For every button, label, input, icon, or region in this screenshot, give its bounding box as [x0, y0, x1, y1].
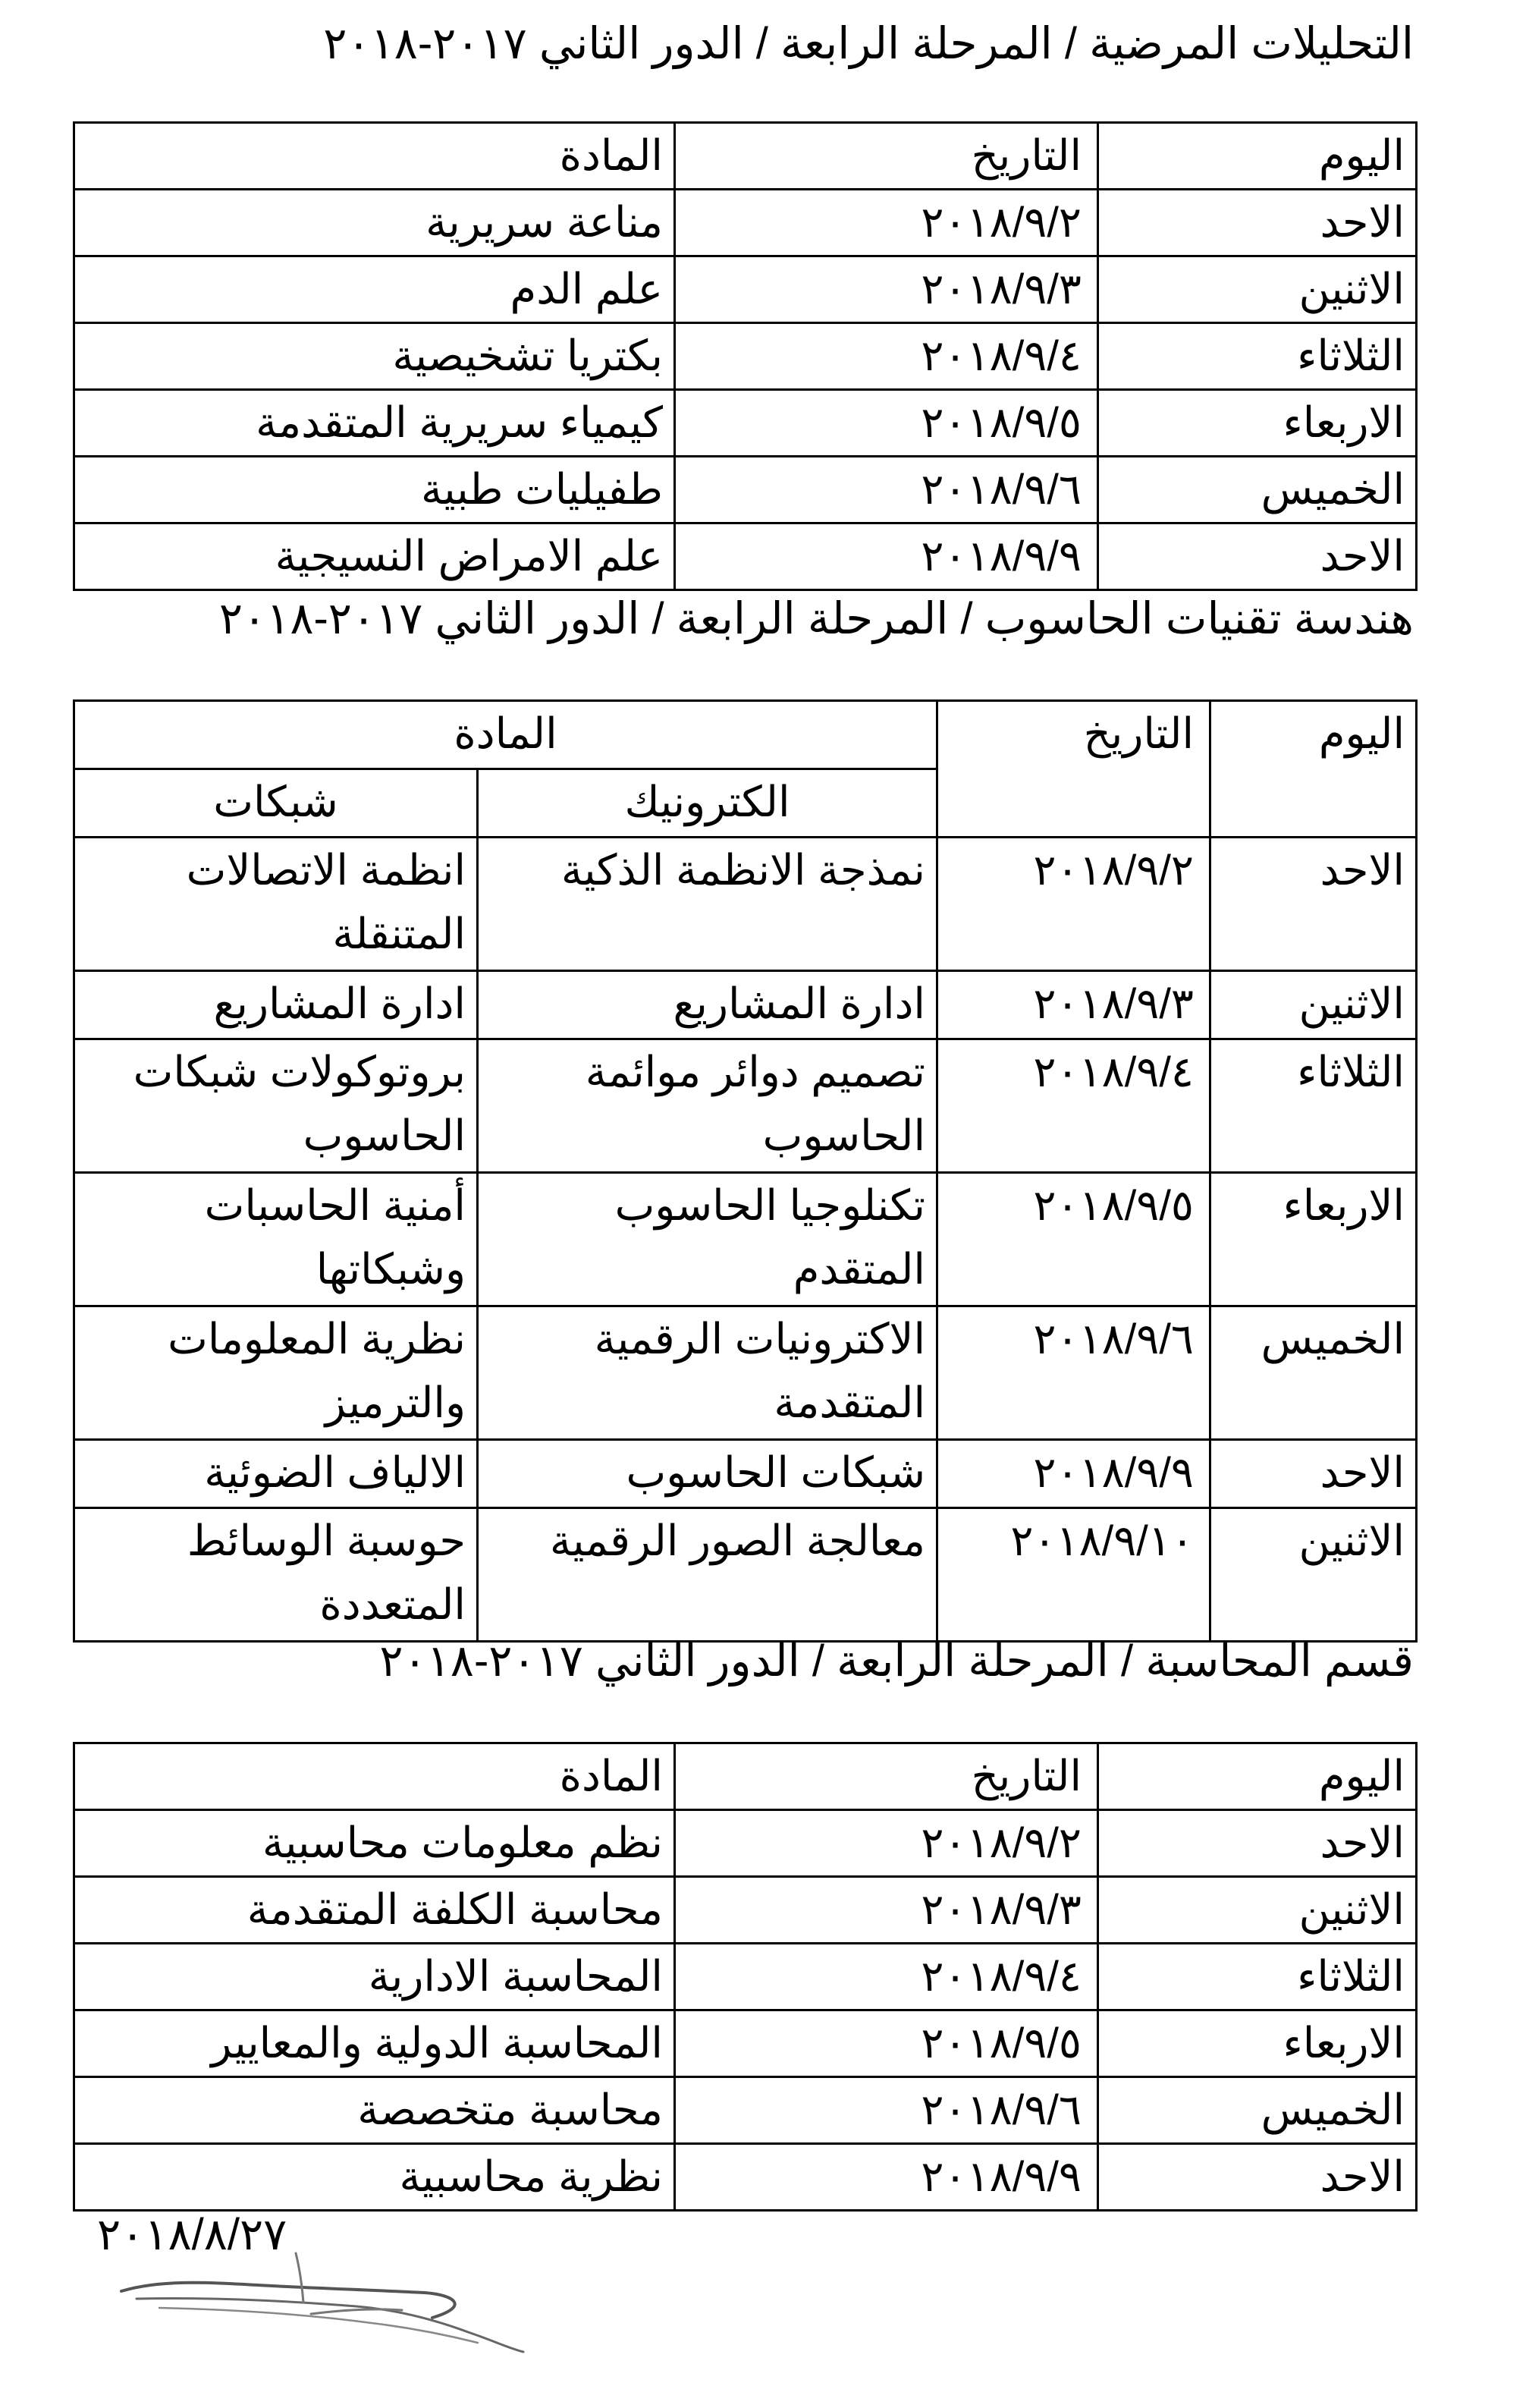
cell-subject: نظم معلومات محاسبية — [74, 1810, 675, 1877]
table-row — [74, 457, 1417, 523]
section-title-pathological-analysis: التحليلات المرضية / المرحلة الرابعة / الدور الثاني ٢٠١٧-٢٠١٨ — [323, 19, 1414, 68]
cell-subject: كيمياء سريرية المتقدمة — [74, 390, 675, 457]
cell-day: الاحد — [1210, 838, 1417, 971]
table-row — [74, 1440, 1417, 1508]
cell-date: ٢٠١٨/٩/٦ — [675, 457, 1098, 523]
header-date: التاريخ — [675, 123, 1098, 190]
cell-day: الثلاثاء — [1098, 323, 1417, 390]
cell-day: الاحد — [1098, 2144, 1417, 2211]
cell-date: ٢٠١٨/٩/٤ — [675, 323, 1098, 390]
cell-day: الاحد — [1210, 1440, 1417, 1508]
table-row — [74, 2144, 1417, 2211]
table-row — [74, 523, 1417, 590]
table-header-row — [74, 1743, 1417, 1810]
cell-date: ٢٠١٨/٩/٩ — [675, 2144, 1098, 2211]
cell-electronics: الاكترونيات الرقمية المتقدمة — [478, 1306, 937, 1440]
cell-subject: نظرية محاسبية — [74, 2144, 675, 2211]
table-row — [74, 1173, 1417, 1306]
cell-day: الثلاثاء — [1210, 1039, 1417, 1173]
cell-day: الثلاثاء — [1098, 1944, 1417, 2010]
table-row — [74, 2010, 1417, 2077]
header-subject: المادة — [74, 123, 675, 190]
signature-scribble — [114, 2238, 538, 2359]
schedule-table-accounting — [73, 1742, 1418, 2212]
cell-day: الاثنين — [1210, 971, 1417, 1039]
table-row — [74, 1508, 1417, 1642]
header-day: اليوم — [1098, 123, 1417, 190]
cell-networks: نظرية المعلومات والترميز — [74, 1306, 478, 1440]
cell-electronics: نمذجة الانظمة الذكية — [478, 838, 937, 971]
cell-date: ٢٠١٨/٩/٦ — [937, 1306, 1210, 1440]
cell-electronics: ادارة المشاريع — [478, 971, 937, 1039]
cell-day: الاحد — [1098, 1810, 1417, 1877]
cell-day: الاربعاء — [1098, 2010, 1417, 2077]
cell-day: الخميس — [1098, 2077, 1417, 2144]
cell-networks: انظمة الاتصالات المتنقلة — [74, 838, 478, 971]
schedule-table-computer-engineering — [73, 699, 1418, 1643]
cell-subject: بكتريا تشخيصية — [74, 323, 675, 390]
cell-subject: المحاسبة الدولية والمعايير — [74, 2010, 675, 2077]
cell-date: ٢٠١٨/٩/٢ — [675, 190, 1098, 256]
cell-date: ٢٠١٨/٩/٥ — [675, 390, 1098, 457]
table-row — [74, 1944, 1417, 2010]
cell-subject: المحاسبة الادارية — [74, 1944, 675, 2010]
header-day: اليوم — [1098, 1743, 1417, 1810]
section-title-computer-engineering: هندسة تقنيات الحاسوب / المرحلة الرابعة / الدور الثاني ٢٠١٧-٢٠١٨ — [218, 594, 1414, 643]
cell-date: ٢٠١٨/٩/٤ — [675, 1944, 1098, 2010]
cell-day: الاحد — [1098, 190, 1417, 256]
cell-date: ٢٠١٨/٩/٦ — [675, 2077, 1098, 2144]
cell-subject: علم الامراض النسيجية — [74, 523, 675, 590]
cell-subject: محاسبة متخصصة — [74, 2077, 675, 2144]
cell-day: الاثنين — [1098, 256, 1417, 323]
cell-date: ٢٠١٨/٩/٤ — [937, 1039, 1210, 1173]
cell-electronics: شبكات الحاسوب — [478, 1440, 937, 1508]
cell-day: الخميس — [1210, 1306, 1417, 1440]
cell-subject: طفيليات طبية — [74, 457, 675, 523]
header-networks: شبكات — [74, 769, 478, 838]
table-header-row — [74, 123, 1417, 190]
cell-subject: محاسبة الكلفة المتقدمة — [74, 1877, 675, 1944]
footer-date: ٢٠١٨/٨/٢٧ — [97, 2210, 287, 2259]
table-row — [74, 256, 1417, 323]
header-date: التاريخ — [675, 1743, 1098, 1810]
cell-day: الاثنين — [1210, 1508, 1417, 1642]
cell-date: ٢٠١٨/٩/٩ — [937, 1440, 1210, 1508]
cell-date: ٢٠١٨/٩/٢ — [675, 1810, 1098, 1877]
header-subject: المادة — [74, 1743, 675, 1810]
table-row — [74, 190, 1417, 256]
table-row — [74, 1039, 1417, 1173]
cell-electronics: تكنلوجيا الحاسوب المتقدم — [478, 1173, 937, 1306]
table-row — [74, 323, 1417, 390]
header-electronics: الكترونيك — [478, 769, 937, 838]
cell-networks: ادارة المشاريع — [74, 971, 478, 1039]
cell-electronics: تصميم دوائر موائمة الحاسوب — [478, 1039, 937, 1173]
cell-networks: الالياف الضوئية — [74, 1440, 478, 1508]
header-day: اليوم — [1210, 701, 1417, 838]
table-row — [74, 390, 1417, 457]
cell-day: الاربعاء — [1098, 390, 1417, 457]
table-row — [74, 1877, 1417, 1944]
cell-date: ٢٠١٨/٩/٥ — [937, 1173, 1210, 1306]
table-row — [74, 2077, 1417, 2144]
cell-date: ٢٠١٨/٩/١٠ — [937, 1508, 1210, 1642]
cell-date: ٢٠١٨/٩/٥ — [675, 2010, 1098, 2077]
cell-day: الخميس — [1098, 457, 1417, 523]
cell-networks: حوسبة الوسائط المتعددة — [74, 1508, 478, 1642]
cell-date: ٢٠١٨/٩/٣ — [675, 1877, 1098, 1944]
cell-networks: بروتوكولات شبكات الحاسوب — [74, 1039, 478, 1173]
cell-date: ٢٠١٨/٩/٩ — [675, 523, 1098, 590]
table-row — [74, 1306, 1417, 1440]
cell-day: الاربعاء — [1210, 1173, 1417, 1306]
cell-day: الاحد — [1098, 523, 1417, 590]
table-row — [74, 1810, 1417, 1877]
header-date: التاريخ — [937, 701, 1210, 838]
cell-subject: مناعة سريرية — [74, 190, 675, 256]
table-row — [74, 971, 1417, 1039]
cell-subject: علم الدم — [74, 256, 675, 323]
cell-day: الاثنين — [1098, 1877, 1417, 1944]
cell-electronics: معالجة الصور الرقمية — [478, 1508, 937, 1642]
table-header-row — [74, 701, 1417, 769]
schedule-table-pathological-analysis — [73, 121, 1418, 591]
table-row — [74, 838, 1417, 971]
cell-networks: أمنية الحاسبات وشبكاتها — [74, 1173, 478, 1306]
section-title-accounting: قسم المحاسبة / المرحلة الرابعة / الدور الثاني ٢٠١٧-٢٠١٨ — [379, 1636, 1414, 1686]
cell-date: ٢٠١٨/٩/٢ — [937, 838, 1210, 971]
cell-date: ٢٠١٨/٩/٣ — [675, 256, 1098, 323]
cell-date: ٢٠١٨/٩/٣ — [937, 971, 1210, 1039]
header-subject: المادة — [74, 701, 937, 769]
